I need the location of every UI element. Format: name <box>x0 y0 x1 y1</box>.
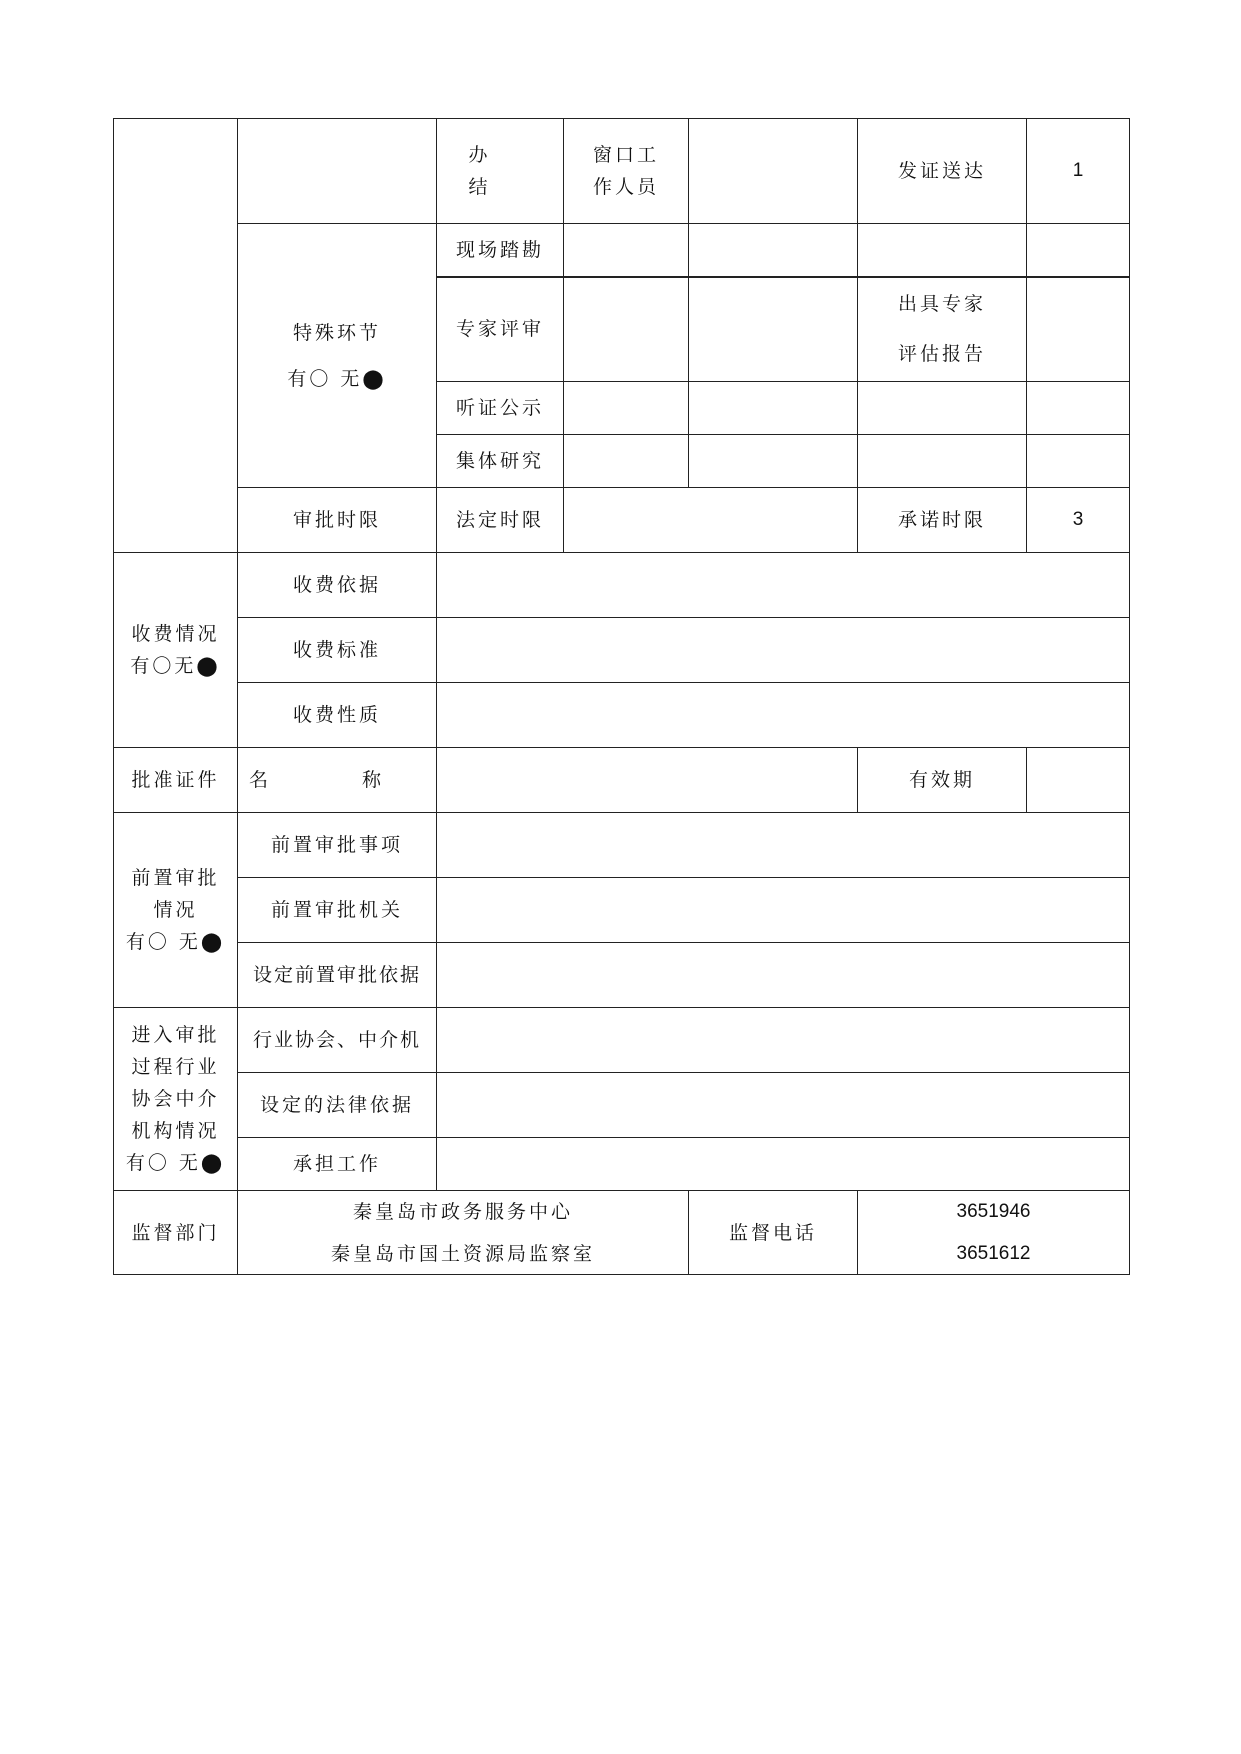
certificate-name-label: 名 称 <box>238 748 437 813</box>
legal-limit-label: 法定时限 <box>437 488 564 553</box>
cell <box>689 435 858 488</box>
row-pre-approval-basis <box>114 943 1130 1008</box>
certificate-validity-value <box>1027 748 1130 813</box>
cell <box>1027 435 1130 488</box>
banjie-result: 发证送达 <box>858 119 1027 224</box>
pre-approval-basis-value <box>437 943 1130 1008</box>
cell <box>564 435 689 488</box>
pre-approval-item-value <box>437 813 1130 878</box>
cell <box>1027 277 1130 382</box>
fee-standard-label: 收费标准 <box>238 618 437 683</box>
supervision-label: 监督部门 <box>114 1191 238 1275</box>
intermediary-org-value <box>437 1008 1130 1073</box>
intermediary-work-value <box>437 1138 1130 1191</box>
row-banjie <box>114 119 1130 224</box>
blank-category-cell <box>114 119 238 553</box>
supervision-phones: 3651946 3651612 <box>858 1191 1130 1275</box>
certificate-name-value <box>437 748 858 813</box>
site-survey-label: 现场踏勘 <box>437 224 564 277</box>
row-intermediary-work <box>114 1138 1130 1191</box>
special-steps-label: 特殊环节 有〇 无⬤ <box>238 224 437 488</box>
fee-nature-value <box>437 683 1130 748</box>
cell <box>564 382 689 435</box>
cell <box>1027 224 1130 277</box>
row-site-survey <box>114 224 1130 277</box>
cell <box>564 277 689 382</box>
row-fee-nature <box>114 683 1130 748</box>
blank-cell <box>238 119 437 224</box>
certificate-label: 批准证件 <box>114 748 238 813</box>
intermediary-legal-basis-label: 设定的法律依据 <box>238 1073 437 1138</box>
row-certificate <box>114 748 1130 813</box>
fee-nature-label: 收费性质 <box>238 683 437 748</box>
legal-limit-value <box>564 488 858 553</box>
row-fee-basis <box>114 553 1130 618</box>
fee-basis-label: 收费依据 <box>238 553 437 618</box>
expert-review-label: 专家评审 <box>437 277 564 382</box>
banjie-label: 办 结 <box>437 119 564 224</box>
pre-approval-label: 前置审批 情况 有〇 无⬤ <box>114 813 238 1008</box>
row-intermediary-legal-basis <box>114 1073 1130 1138</box>
promised-limit-value: 3 <box>1027 488 1130 553</box>
row-supervision <box>114 1191 1130 1275</box>
intermediary-label: 进入审批 过程行业 协会中介 机构情况 有〇 无⬤ <box>114 1008 238 1191</box>
pre-approval-authority-label: 前置审批机关 <box>238 878 437 943</box>
hearing-label: 听证公示 <box>437 382 564 435</box>
fee-standard-value <box>437 618 1130 683</box>
cell <box>564 224 689 277</box>
cell <box>858 382 1027 435</box>
banjie-performer: 窗口工 作人员 <box>564 119 689 224</box>
row-fee-standard <box>114 618 1130 683</box>
certificate-validity-label: 有效期 <box>858 748 1027 813</box>
cell <box>858 435 1027 488</box>
pre-approval-authority-value <box>437 878 1130 943</box>
cell <box>858 224 1027 277</box>
row-pre-approval-item <box>114 813 1130 878</box>
pre-approval-item-label: 前置审批事项 <box>238 813 437 878</box>
expert-result: 出具专家 评估报告 <box>858 277 1027 382</box>
intermediary-org-label: 行业协会、中介机 <box>238 1008 437 1073</box>
cell <box>689 382 858 435</box>
supervision-departments: 秦皇岛市政务服务中心 秦皇岛市国土资源局监察室 <box>238 1191 689 1275</box>
cell <box>689 277 858 382</box>
time-limit-label: 审批时限 <box>238 488 437 553</box>
banjie-blank <box>689 119 858 224</box>
fees-label: 收费情况 有〇无⬤ <box>114 553 238 748</box>
fee-basis-value <box>437 553 1130 618</box>
supervision-phone-label: 监督电话 <box>689 1191 858 1275</box>
promised-limit-label: 承诺时限 <box>858 488 1027 553</box>
pre-approval-basis-label: 设定前置审批依据 <box>238 943 437 1008</box>
cell <box>1027 382 1130 435</box>
intermediary-legal-basis-value <box>437 1073 1130 1138</box>
collective-label: 集体研究 <box>437 435 564 488</box>
row-pre-approval-authority <box>114 878 1130 943</box>
cell <box>689 224 858 277</box>
row-time-limit <box>114 488 1130 553</box>
banjie-days: 1 <box>1027 119 1130 224</box>
approval-process-table <box>113 118 1130 1275</box>
row-intermediary-org <box>114 1008 1130 1073</box>
intermediary-work-label: 承担工作 <box>238 1138 437 1191</box>
